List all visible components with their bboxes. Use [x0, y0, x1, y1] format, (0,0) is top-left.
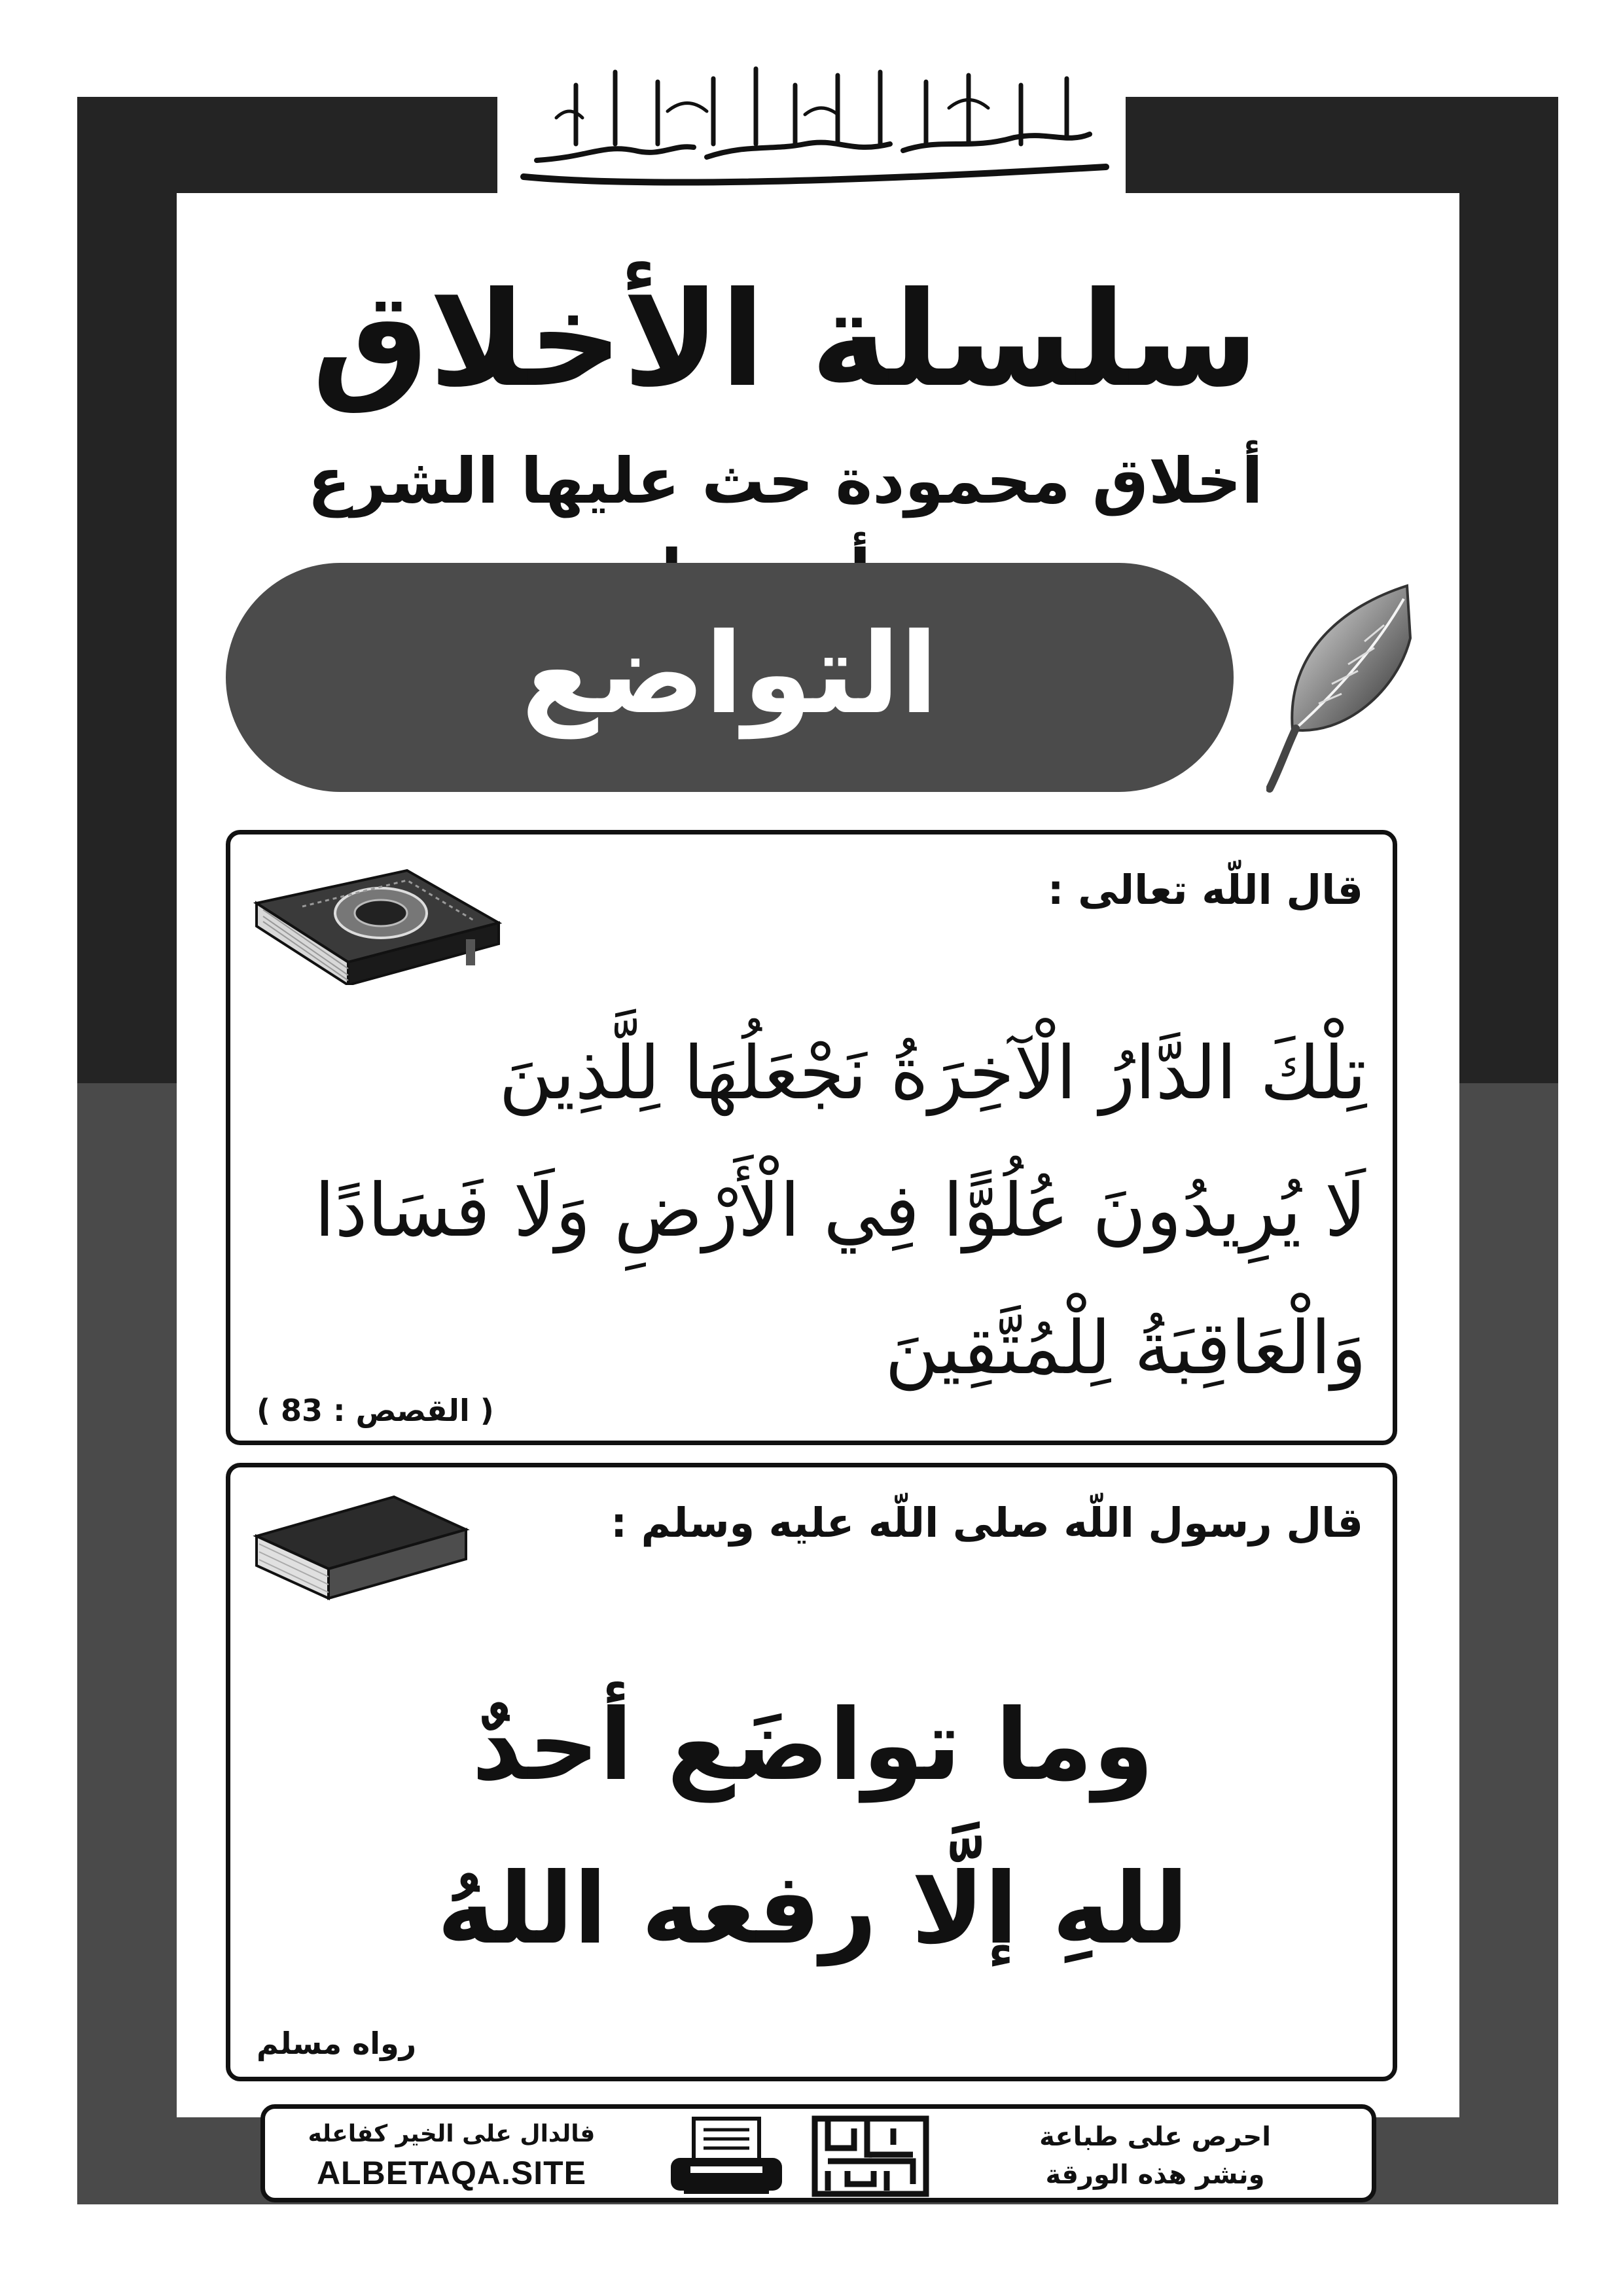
- kufic-logo-icon: [808, 2112, 933, 2200]
- hadith-line-1: وما تواضَع أحدٌ: [471, 1689, 1154, 1803]
- series-subtitle: أخلاق محمودة حث عليها الشرع: [308, 444, 1263, 518]
- footer-site-url: ALBETAQA.SITE: [316, 2155, 587, 2191]
- topic-title: التواضع: [521, 609, 938, 739]
- verse-line-3: وَالْعَاقِبَةُ لِلْمُتَّقِينَ: [885, 1306, 1366, 1391]
- verse-line-1: تِلْكَ الدَّارُ الْآخِرَةُ نَجْعَلُهَا لِلَّذِينَ: [499, 1031, 1366, 1116]
- footer-proverb: فالدال على الخير كفاعله: [308, 2121, 596, 2147]
- hadith-narrator: رواه مسلم: [257, 2026, 417, 2061]
- quran-book-icon: [250, 864, 505, 985]
- verse-line-2: لَا يُرِيدُونَ عُلُوًّا فِي الْأَرْضِ وَلَا فَسَادًا: [314, 1168, 1366, 1253]
- footer-bar: [260, 2104, 1376, 2202]
- footer-cta-line-1: احرص على طباعة: [1039, 2122, 1271, 2152]
- hadith-line-2: للهِ إلَّا رفعه اللهُ: [437, 1852, 1189, 1966]
- topic-banner: [226, 563, 1234, 792]
- logo-text: دعوة الورقة: [868, 2158, 872, 2159]
- footer-cta-line-2: ونشر هذه الورقة: [1045, 2160, 1265, 2190]
- leaf-icon: [1266, 579, 1423, 795]
- hadith-box: [226, 1463, 1397, 2081]
- closed-book-icon: [250, 1490, 473, 1602]
- quran-verse-box: [226, 830, 1397, 1445]
- basmala-calligraphy: [497, 46, 1126, 209]
- verse-reference: ( القصص : 83 ): [257, 1393, 494, 1428]
- quran-intro: قال اللّه تعالى :: [1047, 866, 1363, 914]
- series-title: سلسلة الأخلاق: [312, 264, 1259, 416]
- printer-icon: [664, 2115, 789, 2197]
- hadith-intro: قال رسول اللّه صلى اللّه عليه وسلم :: [611, 1499, 1363, 1547]
